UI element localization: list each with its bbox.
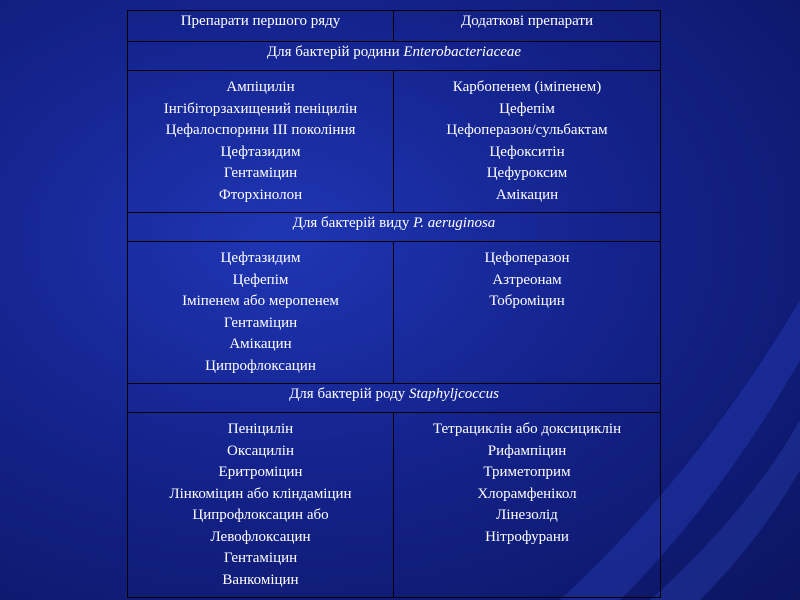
drug-item: Гентаміцин — [223, 314, 298, 331]
additional-drugs-cell — [394, 413, 661, 598]
drug-item: Цефалоспорини III покоління — [165, 122, 356, 138]
drug-item: Фторхінолон — [218, 186, 303, 203]
additional-drugs-cell — [394, 71, 661, 213]
drug-item: Рифампіцин — [487, 442, 567, 459]
section-title-prefix: Для бактерій виду — [292, 215, 410, 231]
section-drugs-row — [128, 71, 661, 213]
drug-item: Цефуроксим — [486, 165, 568, 181]
drug-item: Цефтазидим — [220, 143, 301, 160]
additional-drugs-cell — [394, 242, 661, 384]
drug-item: Тетрациклін або доксициклін — [432, 421, 622, 437]
drug-item: Цефоперазон/сульбактам — [446, 122, 608, 138]
drug-item: Цефепім — [232, 271, 289, 288]
drug-item: Ванкоміцин — [222, 571, 299, 588]
drug-item: Ципрофлоксацин або — [192, 507, 329, 523]
section-title-prefix: Для бактерій роду — [289, 386, 406, 402]
drug-item: Лінкоміцин або кліндаміцин — [169, 485, 352, 502]
table-header-row — [128, 11, 661, 42]
drug-item: Оксацилін — [227, 442, 294, 459]
antibiotic-table — [127, 10, 661, 598]
drug-item: Ципрофлоксацин — [205, 357, 316, 374]
drug-item: Еритроміцин — [218, 464, 303, 480]
section-title — [128, 384, 661, 413]
section-title-row — [128, 42, 661, 71]
drug-item: Хлорамфенікол — [477, 485, 577, 502]
drug-item: Іміпенем або меропенем — [182, 293, 339, 309]
drug-item: Гентаміцин — [223, 550, 298, 566]
section-title-prefix: Для бактерій родини — [266, 44, 400, 60]
section-title-genus: Staphyljcoccus — [408, 386, 499, 402]
first-line-drugs-cell — [128, 242, 394, 384]
drug-item: Лінезолід — [496, 507, 558, 523]
drug-item: Інгібіторзахищений пеніцилін — [163, 100, 358, 117]
drug-item: Карбопенем (іміпенем) — [452, 79, 602, 95]
drug-item: Нітрофурани — [485, 528, 569, 545]
drug-item: Цефтазидим — [220, 250, 301, 266]
header-first-line: Препарати першого ряду — [128, 11, 394, 42]
drug-item: Левофлоксацин — [210, 528, 311, 545]
drug-item: Амікацин — [495, 186, 559, 203]
header-additional: Додаткові препарати — [394, 11, 661, 42]
drug-item: Пеніцилін — [227, 421, 294, 437]
drug-item: Амікацин — [229, 336, 292, 352]
drug-item: Ампіцилін — [226, 79, 295, 95]
drug-item: Цефепім — [499, 100, 555, 117]
first-line-drugs-cell — [128, 413, 394, 598]
drug-item: Цефокситін — [489, 143, 565, 160]
drug-item: Цефоперазон — [484, 250, 570, 266]
first-line-drugs-cell — [128, 71, 394, 213]
section-title-row — [128, 384, 661, 413]
section-drugs-row — [128, 413, 661, 598]
section-title-row — [128, 213, 661, 242]
table-body — [128, 42, 661, 598]
drug-item: Триметоприм — [483, 464, 571, 480]
section-title-genus: Enterobacteriaceae — [403, 44, 522, 60]
section-title-genus: P. aeruginosa — [413, 215, 496, 231]
section-title — [128, 42, 661, 71]
section-drugs-row — [128, 242, 661, 384]
section-title — [128, 213, 661, 242]
drug-item: Азтреонам — [492, 271, 562, 288]
drug-item: Гентаміцин — [223, 165, 298, 181]
drug-item: Тоброміцин — [489, 293, 565, 309]
